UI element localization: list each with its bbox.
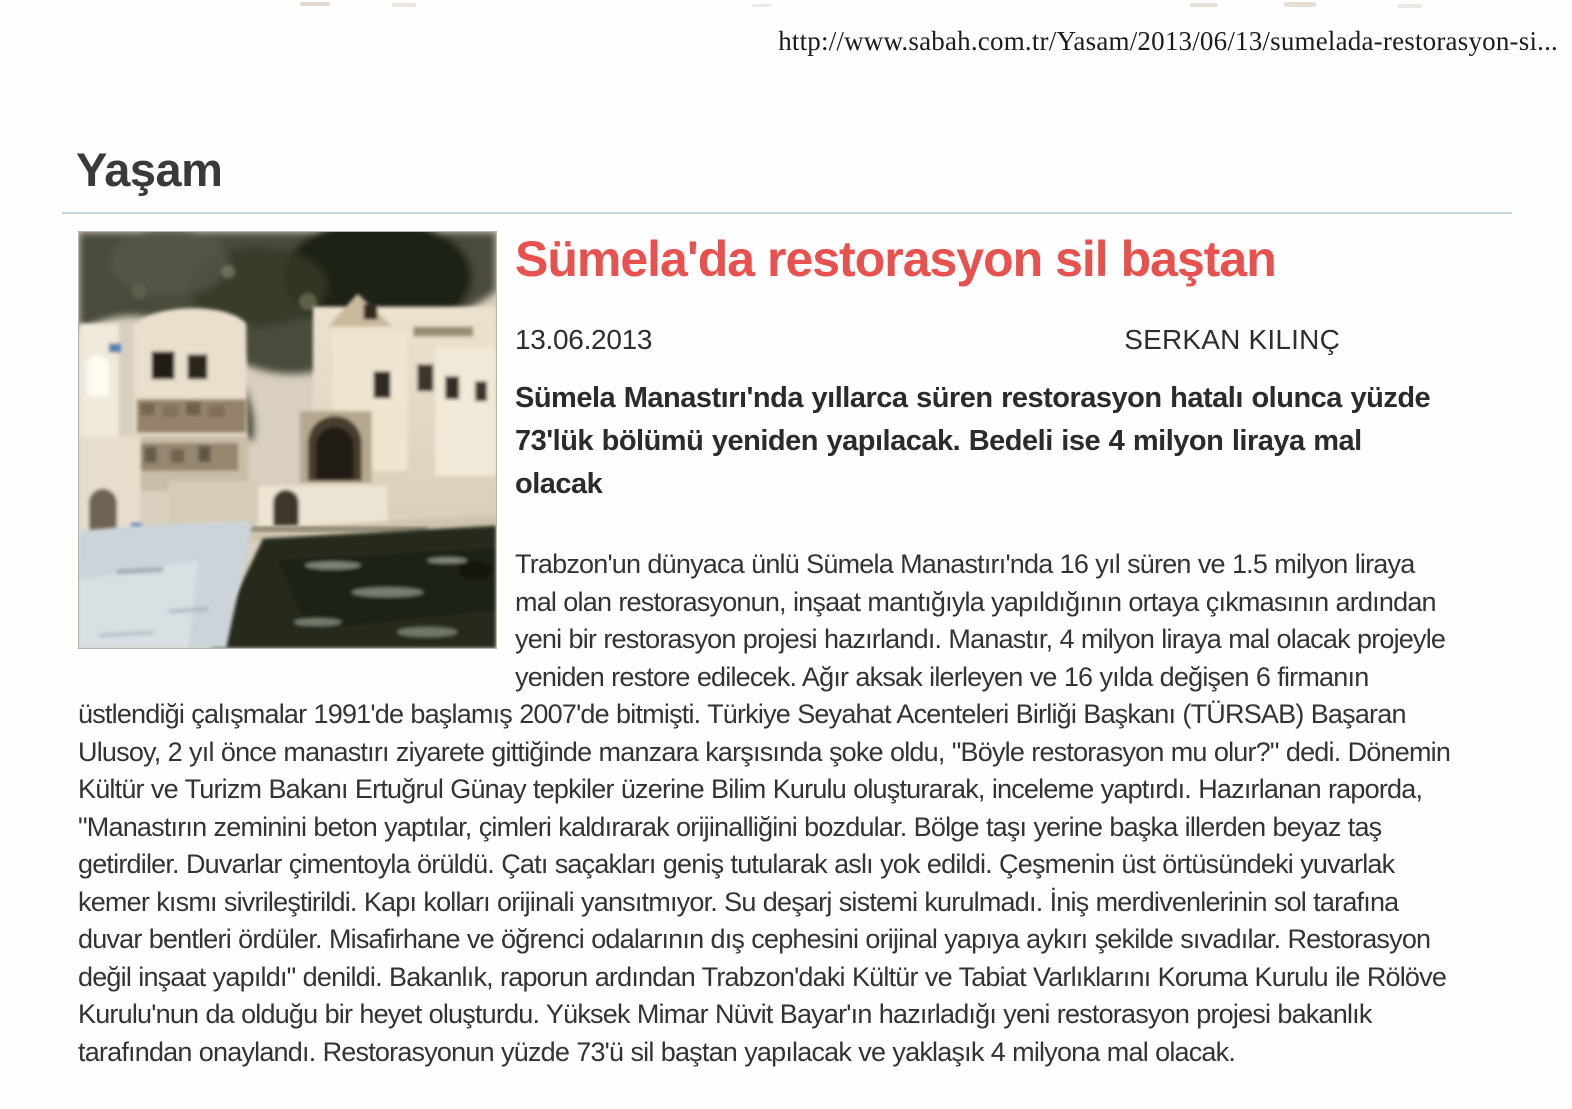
scan-artifact	[1190, 3, 1218, 7]
article-date: 13.06.2013	[515, 324, 653, 355]
scan-artifact	[752, 4, 772, 7]
scan-artifact	[1398, 4, 1422, 8]
article-summary: Sümela Manastırı'nda yıllarca süren restorasyon hatalı olunca yüzde 73'lük bölümü yeniden yapılacak. Bedeli ise 4 milyon liraya mal olacak	[515, 382, 1431, 500]
article-body: Trabzon'un dünyaca ünlü Sümela Manastırı'nda 16 yıl süren ve 1.5 milyon liraya mal olan restorasyonun, inşaat mantığıyla yapıldığının ortaya çıkmasının ardından yeni bir restorasyon projesi hazırlandı. Manastır, 4 milyon liraya mal olacak projeyle yeniden restore edilecek. Ağır aksak ilerleyen ve 16 yılda değişen 6 firmanın üstlendiği çalışmalar 1991'de başlamış 2007'de bitmişti. Türkiye Seyahat Acenteleri Birliği Başkanı (TÜRSAB) Başaran Ulusoy, 2 yıl önce manastırı ziyarete gittiğinde manzara karşısında şoke oldu, "Böyle restorasyon mu olur?" dedi. Dönemin Kültür ve Turizm Bakanı Ertuğrul Günay tepkiler üzerine Bilim Kurulu oluşturarak, inceleme yaptırdı. Hazırlanan raporda, "Manastırın zeminini beton yaptılar, çimleri kaldırarak orijinalliğini bozdular. Bölge taşı yerine başka illerden beyaz taş getirdiler. Duvarlar çimentoyla örüldü. Çatı saçakları geniş tutularak aslı yok edildi. Çeşmenin üst örtüsündeki yuvarlak kemer kısmı sivrileştirildi. Kapı kolları orijinali yansıtmıyor. Su deşarj sistemi kurulmadı. İniş merdivenlerinin sol tarafına duvar bentleri ördüler. Misafirhane ve öğrenci odalarının dış cephesini orijinal yapıya aykırı şekilde sıvadılar. Restorasyon değil inşaat yapıldı" denildi. Bakanlık, raporun ardından Trabzon'daki Kültür ve Tabiat Varlıklarını Koruma Kurulu ile Rölöve Kurulu'nun da olduğu bir heyet oluşturdu. Yüksek Mimar Nüvit Bayar'ın hazırladığı yeni restorasyon projesi bakanlık tarafından onaylandı. Restorasyonun yüzde 73'ü sil baştan yapılacak ve yaklaşık 4 milyona mal olacak.	[78, 549, 1451, 1067]
article-meta	[515, 325, 1452, 355]
scan-artifact	[1284, 2, 1316, 7]
article-author: SERKAN KILINÇ	[1124, 324, 1340, 355]
scan-artifact	[300, 2, 330, 6]
article-headline: Sümela'da restorasyon sil baştan	[515, 231, 1276, 287]
section-title: Yaşam	[76, 143, 223, 196]
article-photo	[78, 231, 497, 649]
section-divider	[62, 212, 1512, 214]
scan-artifact	[392, 3, 416, 7]
article	[78, 231, 1452, 1071]
printed-page-url: http://www.sabah.com.tr/Yasam/2013/06/13/sumelada-restorasyon-si...	[778, 26, 1558, 56]
monastery-photo-illustration	[79, 232, 496, 648]
